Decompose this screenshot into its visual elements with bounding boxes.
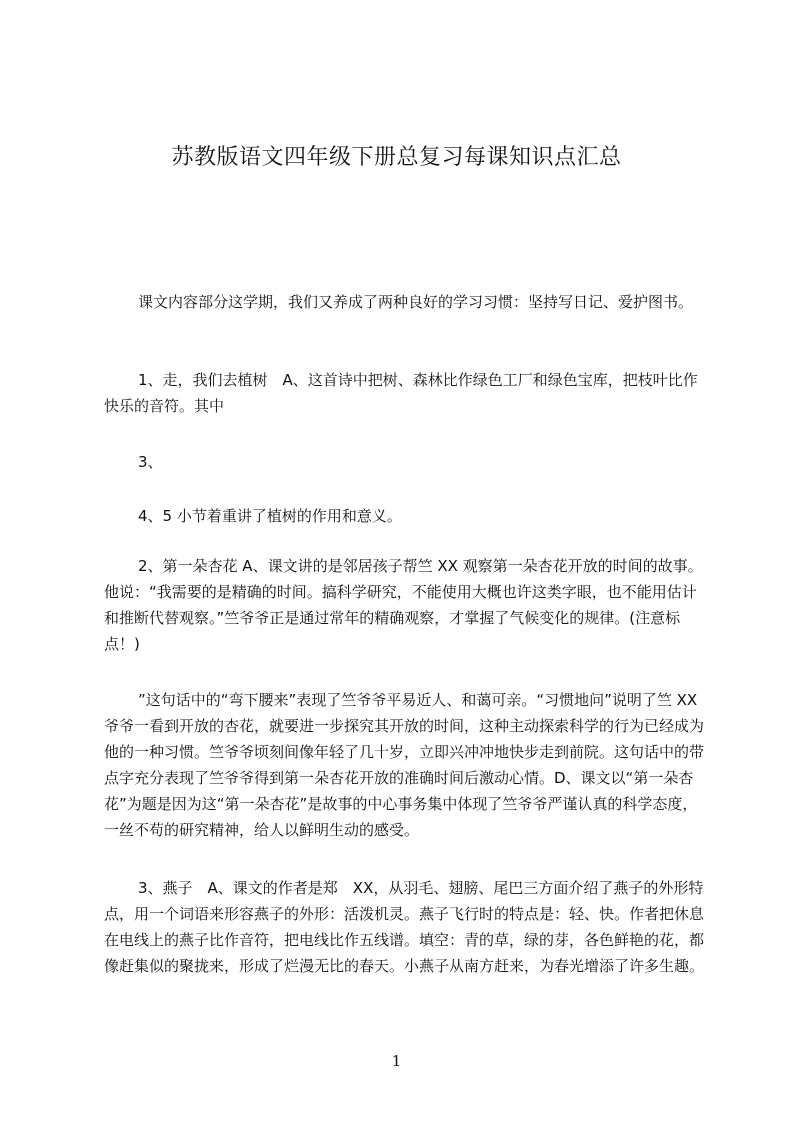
paragraph-item-3: 3、 bbox=[138, 453, 163, 471]
page-number: 1 bbox=[391, 1052, 402, 1070]
paragraph-intro: 课文内容部分这学期，我们又养成了两种良好的学习习惯：坚持写日记、爱护图书。 bbox=[138, 293, 694, 311]
paragraph-lesson-3: 3、燕子 A、课文的作者是郑 XX，从羽毛、翅膀、尾巴三方面介绍了燕子的外形特点，用一个词语来形容燕子的外形：活泼机灵。燕子飞行时的特点是：轻、快。作者把休息在电线上的燕子比作音符，把电线比作五线谱。填空：青的草，绿的芽，各色鲜艳的花，都像赶集似的聚拢来，形成了烂漫无比的春天。小燕子从南方赶来，为春光增添了许多生趣。 bbox=[104, 879, 705, 975]
paragraph-lesson-2-analysis: ”这句话中的“弯下腰来”表现了竺爷爷平易近人、和蔼可亲。“习惯地问”说明了竺 XX 爷爷一看到开放的杏花，就要进一步探究其开放的时间，这种主动探索科学的行为已经成为他的一种习惯。竺爷爷顷刻间像年轻了几十岁，立即兴冲冲地快步走到前院。这句话中的带点字充分表现了竺爷爷得到第一朵杏花开放的准确时间后激动心情。D、课文以“第一朵杏花”为题是因为这“第一朵杏花”是故事的中心事务集中体现了竺爷爷严谨认真的科学态度，一丝不苟的研究精神，给人以鲜明生动的感受。 bbox=[104, 691, 705, 839]
paragraph-lesson-2: 2、第一朵杏花 A、课文讲的是邻居孩子帮竺 XX 观察第一朵杏花开放的时间的故事。他说：“我需要的是精确的时间。搞科学研究，不能使用大概也许这类字眼，也不能用估计和推断代替观察。”竺爷爷正是通过常年的精确观察，才掌握了气候变化的规律。(注意标点！) bbox=[104, 557, 703, 653]
paragraph-lesson-1: 1、走，我们去植树 A、这首诗中把树、森林比作绿色工厂和绿色宝库，把枝叶比作快乐的音符。其中 bbox=[104, 371, 698, 415]
paragraph-item-4-5: 4、5 小节着重讲了植树的作用和意义。 bbox=[138, 507, 402, 525]
document-title: 苏教版语文四年级下册总复习每课知识点汇总 bbox=[171, 145, 622, 170]
